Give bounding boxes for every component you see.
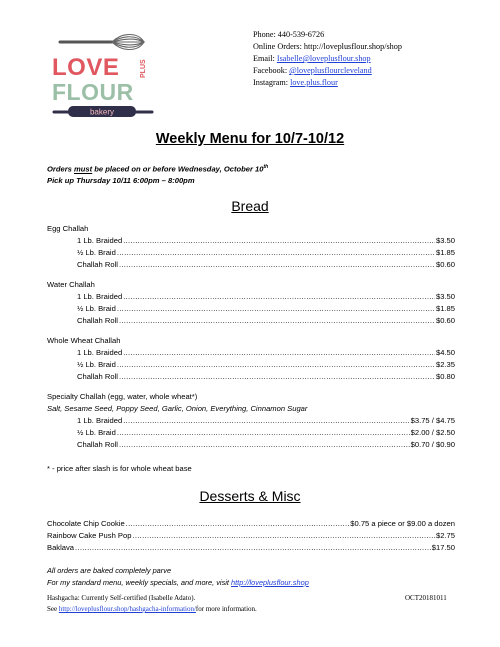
item-label: Challah Roll	[77, 260, 118, 269]
menu-item	[77, 248, 455, 259]
item-price: $3.50	[435, 292, 455, 301]
svg-text:PLUS: PLUS	[140, 59, 147, 78]
item-price: $2.35	[435, 360, 455, 369]
phone-text: Phone: 440-539-6726	[253, 30, 325, 39]
specialty-flavors: Salt, Sesame Seed, Poppy Seed, Garlic, Onion, Everything, Cinnamon Sugar	[47, 404, 308, 413]
hashgacha-text: Hashgacha: Currently Self-certified (Isabelle Adato).	[47, 594, 196, 602]
orders-post: be placed on or before Wednesday, October 10	[92, 164, 264, 174]
facebook-link[interactable]: @loveplusflourcleveland	[289, 66, 372, 75]
hashgacha-link[interactable]: http://loveplusflour.shop/hashgacha-information/	[58, 605, 196, 613]
bread-heading: Bread	[231, 198, 269, 214]
item-label: ½ Lb. Braid	[77, 248, 116, 257]
item-price: $2.00 / $2.50	[410, 428, 455, 437]
visit-text: For my standard menu, weekly specials, and more, visit	[47, 578, 232, 587]
dot-leader	[119, 440, 410, 449]
dot-leader	[117, 428, 410, 437]
menu-item	[77, 292, 455, 303]
facebook-label: Facebook:	[253, 66, 290, 75]
see-text: See	[47, 605, 59, 613]
email-label: Email:	[253, 54, 277, 63]
orders-pre: Orders	[47, 164, 75, 174]
menu-title: Weekly Menu for 10/7-10/12	[155, 131, 345, 147]
svg-text:bakery: bakery	[89, 107, 115, 117]
item-label: Chocolate Chip Cookie	[47, 519, 125, 528]
menu-items	[77, 416, 455, 451]
item-price: $0.75 a piece or $9.00 a dozen	[350, 519, 455, 528]
document-code: OCT20181011	[405, 594, 447, 602]
category-water-challah: Water Challah	[47, 280, 95, 289]
svg-text:LOVE: LOVE	[52, 54, 120, 81]
menu-item	[77, 416, 455, 427]
item-label: ½ Lb. Braid	[77, 304, 116, 313]
dessert-items	[47, 519, 455, 554]
menu-item	[77, 372, 455, 383]
item-price: $17.50	[431, 543, 455, 552]
menu-item	[77, 260, 455, 271]
menu-items	[77, 348, 455, 383]
menu-item	[77, 428, 455, 439]
svg-text:FLOUR: FLOUR	[52, 79, 134, 105]
menu-item	[77, 360, 455, 371]
menu-item	[77, 440, 455, 451]
dot-leader	[123, 236, 435, 245]
pickup-time: Pick up Thursday 10/11 6:00pm – 8:00pm	[47, 176, 195, 185]
instagram-row	[253, 77, 338, 89]
item-label: ½ Lb. Braid	[77, 360, 116, 369]
category-whole-wheat-challah: Whole Wheat Challah	[47, 336, 121, 345]
item-price: $1.85	[435, 248, 455, 257]
item-label: 1 Lb. Braided	[77, 292, 123, 301]
menu-item	[77, 348, 455, 359]
dot-leader	[75, 543, 431, 552]
dot-leader	[117, 248, 435, 257]
dot-leader	[123, 348, 435, 357]
item-price: $0.80	[435, 372, 455, 381]
item-price: $3.75 / $4.75	[410, 416, 455, 425]
menu-item	[77, 304, 455, 315]
dot-leader	[126, 519, 350, 528]
whole-wheat-note: * - price after slash is for whole wheat base	[47, 464, 192, 473]
category-egg-challah: Egg Challah	[47, 224, 89, 233]
orders-deadline	[47, 164, 268, 174]
dot-leader	[117, 304, 435, 313]
email-link[interactable]: Isabelle@loveplusflour.shop	[276, 54, 371, 63]
item-price: $2.75	[435, 531, 455, 540]
parve-note: All orders are baked completely parve	[47, 566, 172, 575]
menu-item	[47, 519, 455, 530]
item-price: $0.60	[435, 260, 455, 269]
dot-leader	[119, 316, 435, 325]
item-price: $3.50	[435, 236, 455, 245]
item-label: Challah Roll	[77, 372, 118, 381]
item-label: ½ Lb. Braid	[77, 428, 116, 437]
menu-item	[77, 316, 455, 327]
instagram-label: Instagram:	[253, 78, 291, 87]
orders-must: must	[74, 164, 93, 174]
menu-items	[77, 292, 455, 327]
dot-leader	[123, 416, 409, 425]
orders-sup: th	[263, 164, 269, 170]
email-row	[253, 53, 371, 65]
whisk-icon	[60, 35, 144, 50]
visit-note	[47, 578, 309, 587]
item-label: 1 Lb. Braided	[77, 236, 123, 245]
dot-leader	[123, 292, 435, 301]
desserts-heading: Desserts & Misc	[199, 488, 301, 504]
dot-leader	[117, 360, 435, 369]
instagram-link[interactable]: love.plus.flour	[290, 78, 338, 87]
facebook-row	[253, 65, 372, 77]
item-label: Challah Roll	[77, 316, 118, 325]
hashgacha-info	[47, 605, 257, 613]
item-label: 1 Lb. Braided	[77, 416, 123, 425]
see-post-text: for more information.	[195, 605, 257, 613]
menu-items	[77, 236, 455, 271]
online-orders-text: Online Orders: http://loveplusflour.shop/shop	[253, 42, 402, 51]
menu-item	[47, 531, 455, 542]
item-label: Rainbow Cake Push Pop	[47, 531, 132, 540]
dot-leader	[119, 260, 435, 269]
love-plus-flour-logo	[48, 30, 160, 118]
item-price: $4.50	[435, 348, 455, 357]
item-label: Challah Roll	[77, 440, 118, 449]
menu-item	[77, 236, 455, 247]
item-price: $0.70 / $0.90	[410, 440, 455, 449]
item-label: 1 Lb. Braided	[77, 348, 123, 357]
item-label: Baklava	[47, 543, 75, 552]
category-specialty-challah: Specialty Challah (egg, water, whole wheat*)	[47, 392, 198, 401]
menu-item	[47, 543, 455, 554]
item-price: $1.85	[435, 304, 455, 313]
dot-leader	[132, 531, 435, 540]
dot-leader	[119, 372, 435, 381]
rolling-pin-icon	[54, 106, 152, 117]
item-price: $0.60	[435, 316, 455, 325]
website-link[interactable]: http://loveplusflour.shop	[231, 578, 309, 587]
